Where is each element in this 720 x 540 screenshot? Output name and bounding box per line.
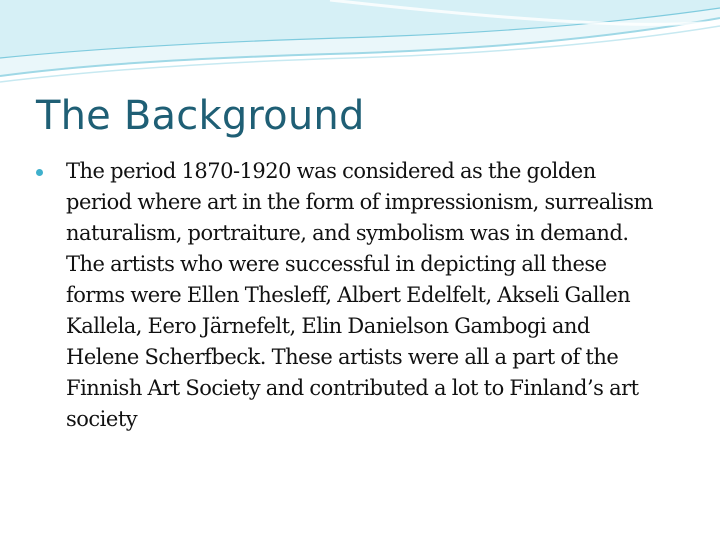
header-wave-decoration [0, 0, 720, 90]
bullet-list [36, 156, 666, 435]
bullet-item [36, 156, 666, 435]
slide-title: The Background [36, 93, 365, 139]
bullet-dot-icon [36, 169, 43, 176]
bullet-text: The period 1870-1920 was considered as the golden period where art in the form of impressionism, surrealism naturalism, portraiture, and symbolism was in demand. The artists who were successful in depicting all these forms were Ellen Thesleff, Albert Edelfelt, Akseli Gallen Kallela, Eero Järnefelt, Elin Danielson Gambogi and Helene Scherfbeck. These artists were all a part of the Finnish Art Society and contributed a lot to Finland’s art society [66, 159, 653, 431]
